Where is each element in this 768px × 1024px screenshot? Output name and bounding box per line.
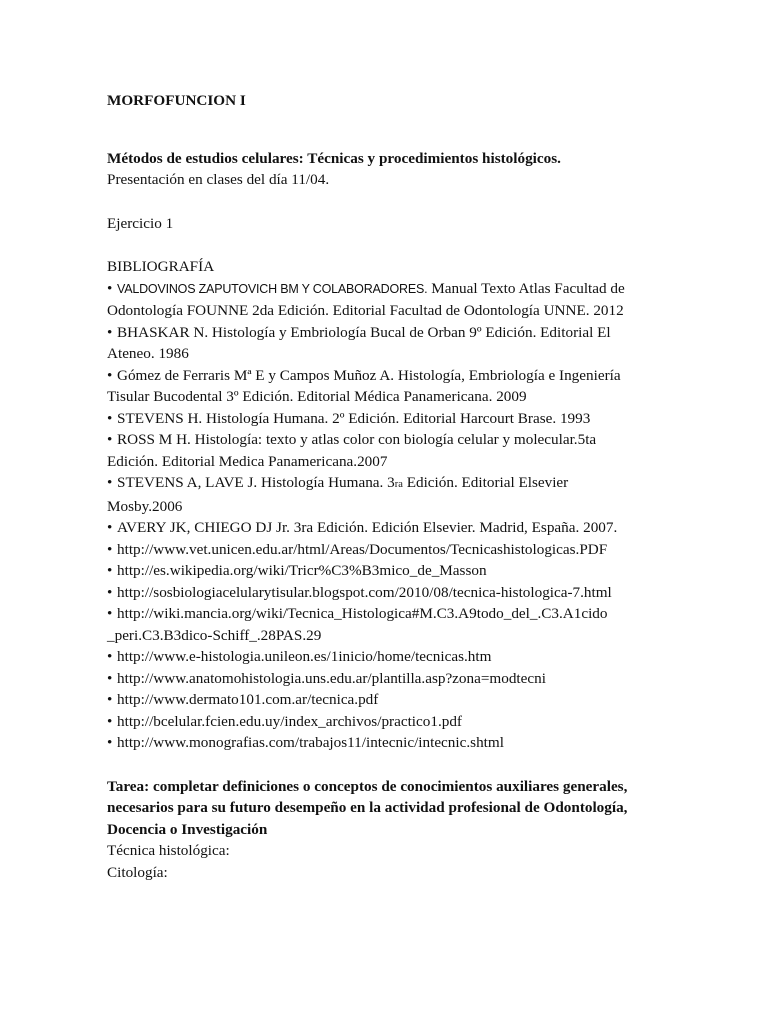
bib-url[interactable]: http://es.wikipedia.org/wiki/Tricr%C3%B3mico_de_Masson	[117, 562, 487, 579]
bullet: •	[107, 691, 113, 708]
bib-url[interactable]: http://www.anatomohistologia.uns.edu.ar/plantilla.asp?zona=modtecni	[117, 669, 546, 687]
bib-url[interactable]: http://www.e-histologia.unileon.es/1inicio/home/tecnicas.htm	[117, 648, 492, 665]
bib-url[interactable]: http://bcelular.fcien.edu.uy/index_archivos/practico1.pdf	[117, 712, 462, 730]
bullet: •	[107, 366, 113, 384]
bullet: •	[107, 648, 113, 665]
bib-url-continuation[interactable]: _peri.C3.B3dico-Schiff_.28PAS.29	[107, 626, 322, 644]
bullet: •	[107, 669, 113, 687]
document-content	[107, 90, 647, 883]
bullet: •	[107, 734, 113, 751]
bib-item	[107, 322, 647, 365]
bullet: •	[107, 409, 113, 427]
bib-link-item[interactable]	[107, 582, 647, 604]
bib-author: VALDOVINOS ZAPUTOVICH BM Y COLABORADORES.	[117, 281, 428, 296]
bib-link-item[interactable]	[107, 603, 647, 646]
bullet: •	[107, 519, 113, 536]
doc-subtitle: Métodos de estudios celulares: Técnicas y procedimientos histológicos.	[107, 149, 561, 167]
bullet: •	[107, 323, 113, 341]
bib-item	[107, 472, 647, 517]
bib-url[interactable]: http://www.dermato101.com.ar/tecnica.pdf	[117, 691, 379, 708]
bullet: •	[107, 431, 113, 448]
bib-text: BHASKAR N. Histología y Embriología Bucal de Orban 9º Edición. Editorial El Ateneo. 1986	[107, 323, 611, 362]
bib-text: Edición. Editorial Elsevier Mosby.2006	[107, 474, 569, 515]
bib-link-item[interactable]	[107, 732, 647, 754]
exercise-label: Ejercicio 1	[107, 214, 174, 232]
bib-text: Gómez de Ferraris Mª E y Campos Muñoz A. Histología, Embriología e Ingeniería Tisular Bucodental 3º Edición. Editorial Médica Panamericana. 2009	[107, 366, 621, 405]
bullet: •	[107, 562, 113, 579]
task-instructions: Tarea: completar definiciones o conceptos de conocimientos auxiliares generales, necesarios para su futuro desempeño en la actividad profesional de Odontología, Docencia o Investigación	[107, 777, 628, 838]
bib-item	[107, 408, 647, 430]
bullet: •	[107, 712, 113, 730]
bib-text: Manual Texto Atlas Facultad de Odontología FOUNNE 2da Edición. Editorial Facultad de Odontología UNNE. 2012	[107, 279, 625, 319]
bullet: •	[107, 583, 113, 601]
bullet: •	[107, 474, 113, 491]
bib-url[interactable]: http://wiki.mancia.org/wiki/Tecnica_Histologica#M.C3.A9todo_del_.C3.A1cido	[117, 605, 608, 622]
bib-item	[107, 517, 647, 539]
bib-link-item[interactable]	[107, 560, 647, 582]
bullet: •	[107, 540, 113, 558]
bullet: •	[107, 279, 113, 297]
bib-link-item[interactable]	[107, 646, 647, 668]
presentation-note: Presentación en clases del día 11/04.	[107, 171, 330, 188]
bib-url[interactable]: http://sosbiologiacelularytisular.blogspot.com/2010/08/tecnica-histologica-7.html	[117, 583, 612, 601]
bib-link-item[interactable]	[107, 689, 647, 711]
definition-field-citologia: Citología:	[107, 863, 168, 881]
bibliography-heading: BIBLIOGRAFÍA	[107, 258, 215, 275]
bib-item	[107, 278, 647, 322]
bib-text: AVERY JK, CHIEGO DJ Jr. 3ra Edición. Edición Elsevier. Madrid, España. 2007.	[117, 519, 618, 536]
bibliography-list	[107, 278, 647, 754]
bib-item	[107, 365, 647, 408]
bib-url[interactable]: http://www.vet.unicen.edu.ar/html/Areas/Documentos/Tecnicashistologicas.PDF	[117, 540, 608, 558]
bib-url[interactable]: http://www.monografias.com/trabajos11/intecnic/intecnic.shtml	[117, 734, 504, 751]
bib-text: STEVENS A, LAVE J. Histología Humana. 3	[117, 474, 395, 491]
bib-item	[107, 429, 647, 472]
bib-link-item[interactable]	[107, 539, 647, 561]
doc-title: MORFOFUNCION I	[107, 92, 246, 109]
bullet: •	[107, 605, 113, 622]
bib-link-item[interactable]	[107, 668, 647, 690]
bib-edition-suffix: ra	[394, 479, 403, 490]
bib-link-item[interactable]	[107, 711, 647, 733]
bib-text: STEVENS H. Histología Humana. 2º Edición. Editorial Harcourt Brase. 1993	[117, 409, 591, 427]
definition-field-tecnica: Técnica histológica:	[107, 842, 230, 859]
bib-text: ROSS M H. Histología: texto y atlas color con biología celular y molecular.5ta Edición. Editorial Medica Panamericana.2007	[107, 431, 597, 470]
